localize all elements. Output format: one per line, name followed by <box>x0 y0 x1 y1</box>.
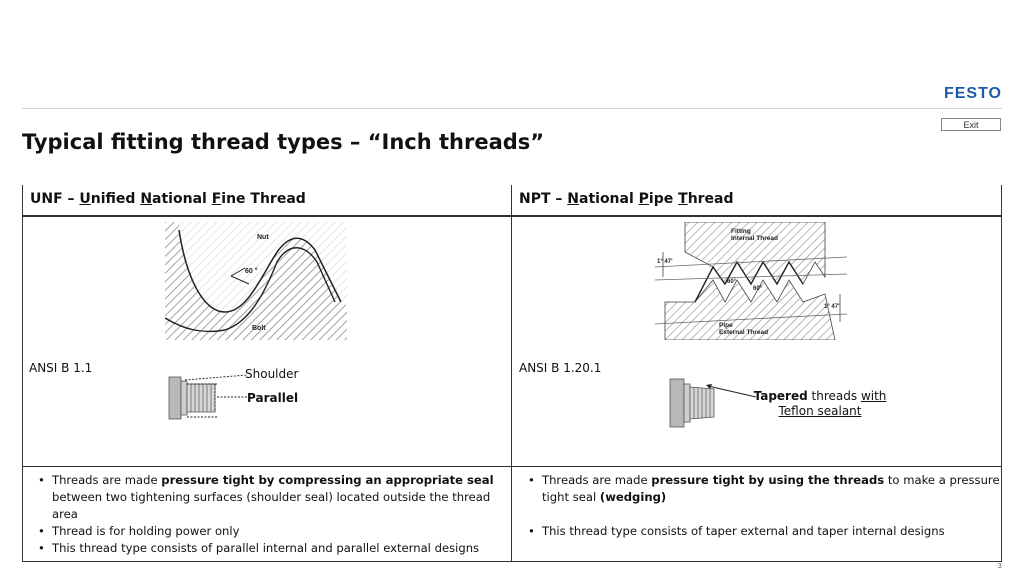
table-bottom-border <box>22 561 1002 562</box>
npt-thread-diagram <box>655 222 847 340</box>
table-header-rule <box>22 215 1002 217</box>
unf-thread-diagram <box>165 222 347 340</box>
angle-bottom-label: 1° 47' <box>824 304 840 310</box>
page-title: Typical fitting thread types – “Inch threads” <box>22 130 545 154</box>
nut-label: Nut <box>257 234 269 241</box>
npt-standard-label: ANSI B 1.20.1 <box>519 361 602 375</box>
bolt-label: Bolt <box>252 325 266 332</box>
angle-60a-label: 60° <box>727 279 737 285</box>
angle-label: 60 ° <box>245 268 258 275</box>
angle-60b-label: 60° <box>753 286 763 292</box>
angle-top-label: 1° 47' <box>657 259 673 265</box>
npt-heading: NPT – National Pipe Thread <box>519 191 734 207</box>
tapered-callout: Tapered threads with Teflon sealant <box>753 389 887 418</box>
npt-bullet-list <box>520 472 1006 540</box>
list-item: • This thread type consists of parallel internal and parallel external designs <box>44 540 516 557</box>
unf-bullet-list <box>30 472 516 557</box>
parallel-callout: Parallel <box>247 391 299 405</box>
shoulder-callout: Shoulder <box>245 367 299 381</box>
pipe-label-line1: Pipe <box>719 322 733 329</box>
table-border-left <box>22 185 23 562</box>
exit-button[interactable]: Exit <box>941 118 1001 131</box>
fitting-label-line1: Fitting <box>731 228 751 235</box>
unf-heading: UNF – Unified National Fine Thread <box>30 191 306 207</box>
list-item: • Thread is for holding power only <box>44 523 516 540</box>
list-item: • Threads are made pressure tight by compressing an appropriate seal between two tightening surfaces (shoulder seal) located outside the thread area <box>44 472 516 523</box>
page-number: 3 <box>997 562 1002 570</box>
pipe-label-line2: External Thread <box>719 329 769 336</box>
unf-standard-label: ANSI B 1.1 <box>29 361 93 375</box>
parallel-fitting-illustration <box>165 373 255 425</box>
festo-logo: FESTO <box>943 85 1002 102</box>
table-row-divider <box>22 466 1002 467</box>
list-item: • This thread type consists of taper external and taper internal designs <box>534 523 1006 540</box>
fitting-label-line2: Internal Thread <box>731 235 778 242</box>
header-divider <box>22 108 1002 109</box>
list-item: • Threads are made pressure tight by using the threads to make a pressure tight seal (wedging) <box>534 472 1006 506</box>
